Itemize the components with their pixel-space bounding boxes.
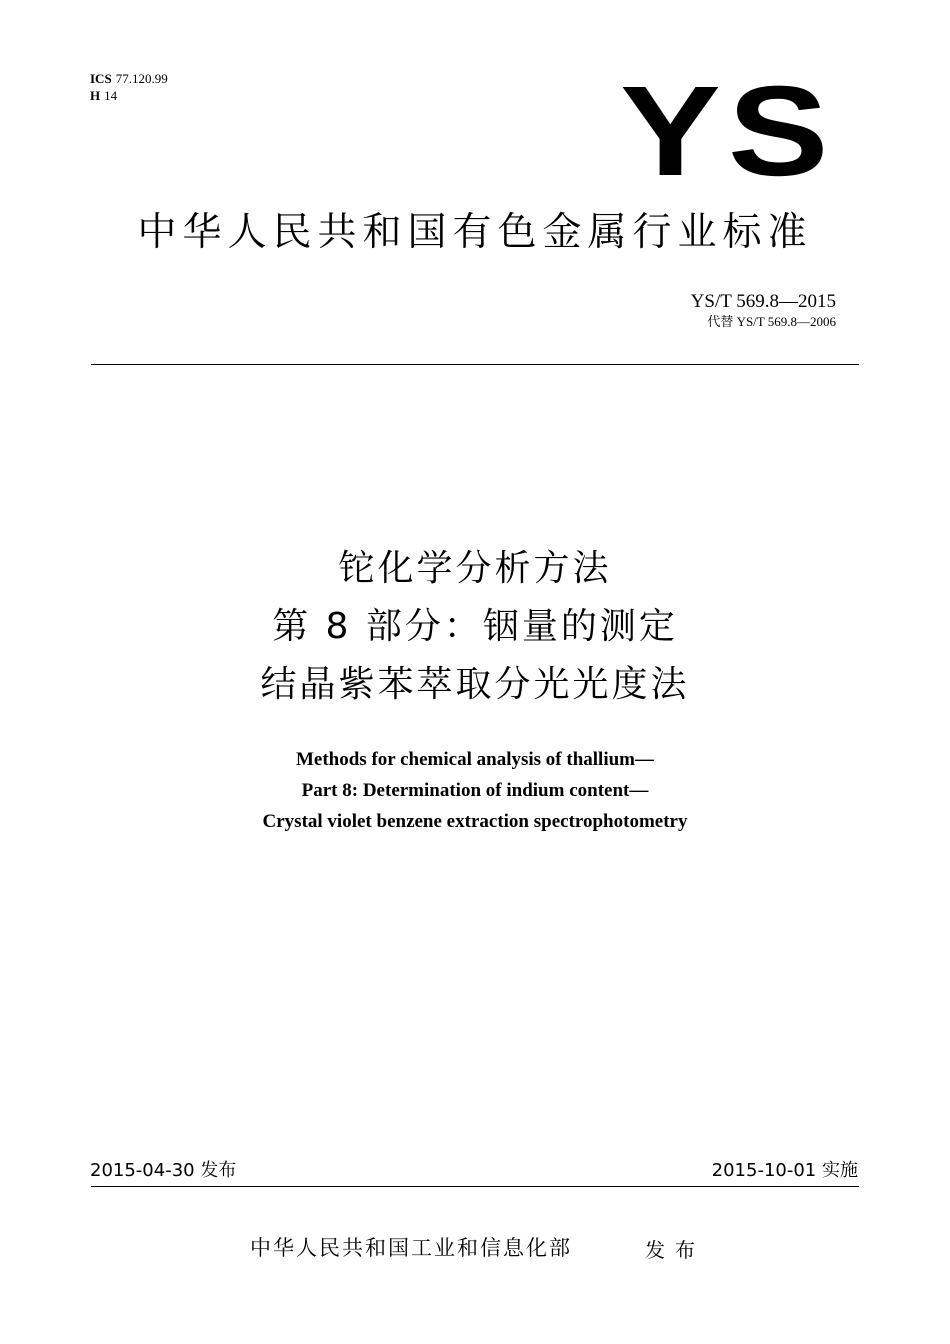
chinese-title-line-2: 第 8 部分：铟量的测定	[272, 606, 678, 647]
ics-line	[90, 70, 168, 87]
chinese-title	[0, 540, 950, 714]
english-title-line-2: Part 8: Determination of indium content—	[301, 780, 649, 801]
classification-label: H	[90, 88, 101, 103]
issue-label: 发布	[645, 1238, 705, 1262]
ics-label: ICS	[90, 71, 112, 86]
classification-value: 14	[104, 88, 118, 103]
english-title-line-3: Crystal violet benzene extraction spectrophotometry	[262, 811, 688, 832]
ys-logo: YS	[620, 60, 836, 203]
standard-code: YS/T 569.8—2015	[690, 291, 836, 312]
classification-line	[90, 87, 168, 104]
footer-divider	[91, 1186, 859, 1187]
english-title	[0, 744, 950, 837]
ics-block	[90, 70, 168, 104]
standard-number-block	[691, 291, 836, 331]
publish-date: 2015-04-30 发布	[90, 1160, 237, 1181]
header-divider	[91, 364, 859, 365]
chinese-title-line-3: 结晶紫苯萃取分光光度法	[260, 664, 690, 705]
issuing-authority: 中华人民共和国工业和信息化部	[250, 1236, 572, 1260]
ics-value: 77.120.99	[115, 71, 168, 86]
english-title-line-1: Methods for chemical analysis of thallium—	[295, 749, 654, 770]
standard-category-title: 中华人民共和国有色金属行业标准	[137, 210, 813, 255]
replaces-note: 代替 YS/T 569.8—2006	[707, 314, 836, 329]
chinese-title-line-1: 铊化学分析方法	[338, 548, 612, 589]
implement-date: 2015-10-01 实施	[711, 1160, 858, 1181]
